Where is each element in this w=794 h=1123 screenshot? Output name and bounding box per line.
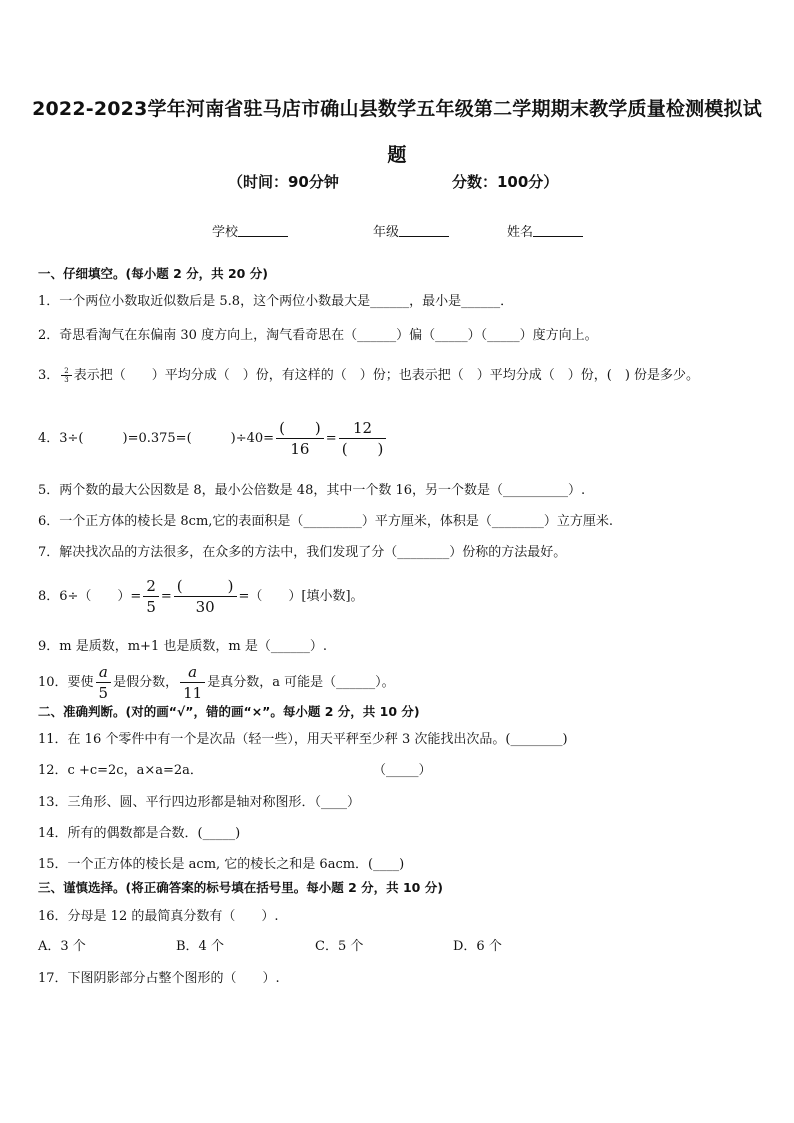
- question-17: 17．下图阴影部分占整个图形的（ ）.: [38, 971, 280, 986]
- question-7: 7．解决找次品的方法很多，在众多的方法中，我们发现了分（________）份称的方法最好。: [38, 545, 567, 560]
- question-13: 13．三角形、圆、平行四边形都是轴对称图形．（____）: [38, 795, 361, 810]
- grade-field[interactable]: [373, 222, 449, 243]
- question-11: 11．在 16 个零件中有一个是次品（轻一些），用天平秤至少秤 3 次能找出次品。(________): [38, 732, 568, 747]
- title-line-2: 题: [387, 144, 407, 166]
- school-label: 学校: [212, 225, 239, 240]
- question-4: 4．3÷( )=0.375=( )÷40= $\frac{( )}{16}$ = $\frac{12}{( )}$: [38, 418, 388, 459]
- question-12: 12．c +c=2c，a×a=2a．: [38, 763, 203, 778]
- question-1: 1．一个两位小数取近似数后是 5.8，这个两位小数最大是______，最小是______．: [38, 294, 514, 309]
- question-16: 16．分母是 12 的最简真分数有（ ）.: [38, 909, 279, 924]
- name-field[interactable]: [507, 222, 583, 243]
- name-blank[interactable]: [533, 222, 583, 237]
- question-10: 10．要使 $\frac{a}{5}$ 是假分数， $\frac{a}{11}$ 是真分数，a 可能是（______）。: [38, 663, 395, 702]
- school-field[interactable]: [212, 222, 288, 243]
- section-2-heading: 二、准确判断。(对的画“√”，错的画“×”。每小题 2 分，共 10 分): [38, 704, 420, 719]
- title-line-1: 2022-2023学年河南省驻马店市确山县数学五年级第二学期期末教学质量检测模拟试: [32, 98, 762, 120]
- exam-score: 分数：100分）: [452, 173, 559, 191]
- question-3: 3． $\frac{2}{3}$ 表示把（ ）平均分成（ ）份，有这样的（ ）份；也表示把（ ）平均分成（ ）份，( ) 份是多少。: [38, 367, 700, 384]
- q16-option-a: A．3 个: [38, 939, 86, 954]
- question-9: 9．m 是质数，m+1 也是质数，m 是（______）.: [38, 639, 327, 654]
- fraction-blank-30: $\frac{( )}{30}$: [174, 576, 237, 617]
- q16-option-d: D．6 个: [453, 939, 502, 954]
- question-12-answer: （_____）: [373, 763, 432, 778]
- q16-option-c: C．5 个: [315, 939, 364, 954]
- question-15: 15．一个正方体的棱长是 acm, 它的棱长之和是 6acm．(____): [38, 857, 405, 872]
- fraction-a-11: $\frac{a}{11}$: [180, 662, 205, 703]
- school-blank[interactable]: [238, 222, 288, 237]
- fraction-a-5: $\frac{a}{5}$: [96, 662, 112, 703]
- fraction-2-5: $\frac{2}{5}$: [143, 576, 159, 617]
- question-6: 6．一个正方体的棱长是 8cm,它的表面积是（_________）平方厘米，体积是（________）立方厘米.: [38, 514, 614, 529]
- fraction-12-blank: $\frac{12}{( )}$: [339, 418, 387, 459]
- grade-blank[interactable]: [399, 222, 449, 237]
- section-1-heading: 一、仔细填空。(每小题 2 分，共 20 分): [38, 266, 268, 281]
- name-label: 姓名: [507, 225, 534, 240]
- question-2: 2．奇思看淘气在东偏南 30 度方向上，淘气看奇思在（______）偏（_____）（_____）度方向上。: [38, 328, 598, 343]
- exam-time: （时间：90分钟: [228, 173, 339, 191]
- question-14: 14．所有的偶数都是合数．(_____): [38, 826, 241, 841]
- section-3-heading: 三、谨慎选择。(将正确答案的标号填在括号里。每小题 2 分，共 10 分): [38, 880, 443, 895]
- fraction-blank-16: $\frac{( )}{16}$: [276, 418, 324, 459]
- q16-option-b: B．4 个: [176, 939, 224, 954]
- question-5: 5．两个数的最大公因数是 8，最小公倍数是 48，其中一个数 16，另一个数是（__________）.: [38, 483, 586, 498]
- page-title: [30, 86, 764, 178]
- fraction-2-3: $\frac{2}{3}$: [61, 367, 71, 384]
- grade-label: 年级: [373, 225, 400, 240]
- question-8: 8．6÷（ ）= $\frac{2}{5}$ = $\frac{( )}{30}$ =（ ）[填小数]。: [38, 577, 364, 616]
